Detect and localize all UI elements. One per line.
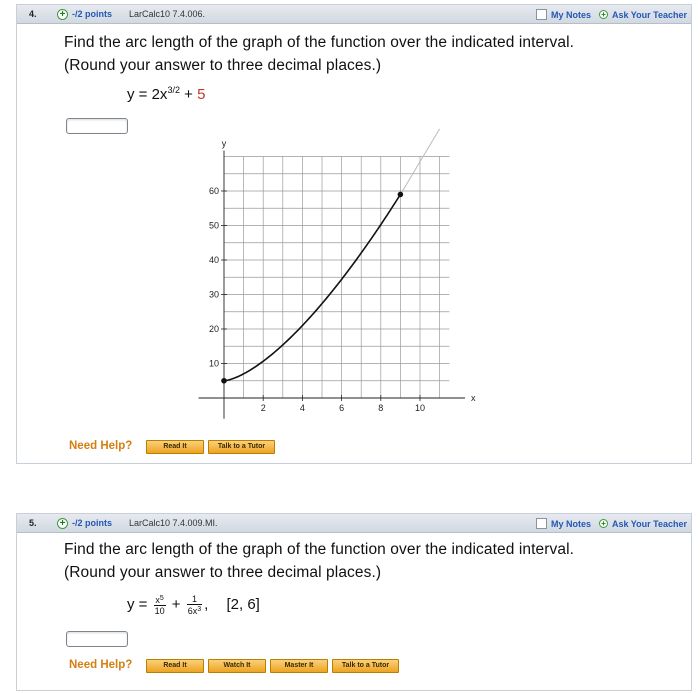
fraction-1: $\frac{x^5}{10}$ [154,595,165,616]
prompt-line: Find the arc length of the graph of the function over the indicated interval. [64,34,575,51]
curve-start-point [221,378,227,384]
read-it-button[interactable]: Read It [146,440,204,454]
chart-grid [224,157,449,399]
answer-input[interactable] [66,631,128,647]
my-notes-label[interactable]: My Notes [550,518,591,529]
function-formula [127,594,260,616]
y-tick-label: 40 [208,255,219,265]
x-tick-label: 2 [260,403,266,413]
ask-teacher[interactable] [599,8,687,21]
question-prompt [64,31,664,77]
y-tick-label: 50 [208,220,219,231]
x-tick-label: 6 [339,403,345,413]
ask-teacher-label[interactable]: Ask Your Teacher [611,9,687,20]
expand-icon[interactable]: + [57,518,68,529]
function-graph [167,138,476,435]
question-prompt [64,538,664,584]
question-number: 5. [29,518,37,528]
prompt-line: (Round your answer to three decimal places.) [64,57,382,74]
expand-icon[interactable]: + [57,9,68,20]
y-tick-label: 60 [208,186,219,196]
formula-exponent: 3/2 [167,85,180,95]
y-tick-label: 30 [208,289,219,300]
x-axis-label: x [470,393,476,403]
plus-icon: + [599,519,608,528]
need-help-label: Need Help? [69,440,133,452]
question-5 [16,513,692,691]
need-help-label: Need Help? [69,659,133,671]
curve-end-point [398,192,404,198]
y-tick-label: 10 [208,358,219,369]
interval: [2, 6] [226,595,260,613]
question-header [17,514,691,533]
read-it-button[interactable]: Read It [146,659,204,673]
points-label: -/2 points [72,518,112,528]
prompt-line: (Round your answer to three decimal places.) [64,564,382,581]
formula-lhs: y = 2x [127,86,168,103]
question-source: LarCalc10 7.4.006. [129,9,206,19]
ask-teacher-label[interactable]: Ask Your Teacher [611,518,687,529]
question-number: 4. [29,9,37,19]
fraction-2: $\frac{1}{6x^3}$ [187,594,202,616]
formula-plus: + [171,595,185,613]
x-tick-label: 8 [378,403,384,413]
formula-operator: + [179,86,198,103]
my-notes[interactable] [536,517,591,530]
function-curve [224,194,400,380]
question-source: LarCalc10 7.4.009.MI. [129,518,218,528]
function-formula [127,85,205,103]
x-tick-label: 4 [299,403,305,413]
notes-checkbox-icon[interactable] [536,518,547,529]
my-notes[interactable] [536,8,591,21]
my-notes-label[interactable]: My Notes [550,9,591,20]
prompt-line: Find the arc length of the graph of the function over the indicated interval. [64,541,575,558]
question-4 [16,4,692,464]
formula-lhs: y = [127,595,152,613]
formula-comma: , [204,595,209,613]
question-header [17,5,691,24]
answer-input[interactable] [66,118,128,134]
formula-constant: 5 [197,86,206,103]
talk-to-tutor-button[interactable]: Talk to a Tutor [208,440,275,454]
talk-to-tutor-button[interactable]: Talk to a Tutor [332,659,399,673]
x-tick-label: 10 [414,403,426,413]
y-tick-label: 20 [208,324,219,334]
master-it-button[interactable]: Master It [270,659,328,673]
notes-checkbox-icon[interactable] [536,9,547,20]
watch-it-button[interactable]: Watch It [208,659,266,673]
ask-teacher[interactable] [599,517,687,530]
points-label: -/2 points [72,9,112,19]
y-axis-label: y [221,138,227,149]
plus-icon: + [599,10,608,19]
